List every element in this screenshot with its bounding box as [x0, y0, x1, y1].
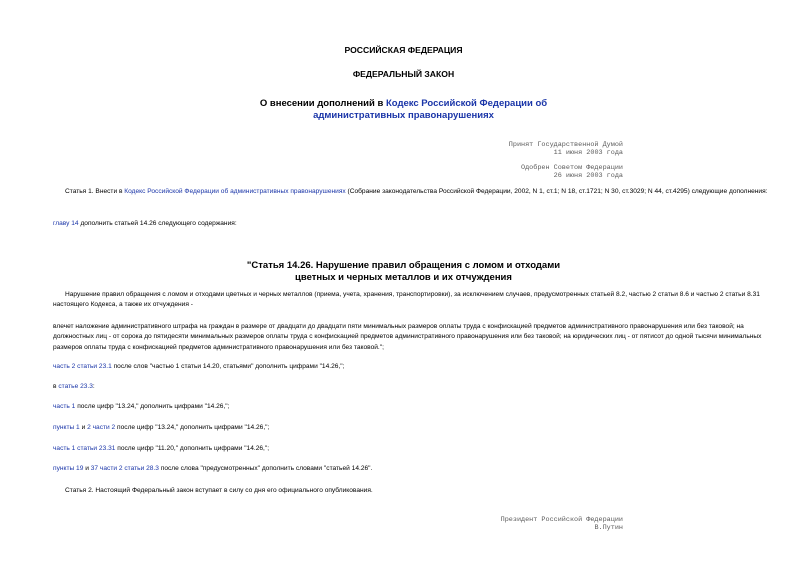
amendment-23-31 — [53, 444, 769, 454]
article-2: Статья 2. Настоящий Федеральный закон вступает в силу со дня его официального опубликования. — [65, 487, 373, 494]
law-title — [0, 98, 807, 122]
country-heading: РОССИЙСКАЯ ФЕДЕРАЦИЯ — [344, 45, 463, 55]
amendment-28-3-text: после слова "предусмотренных" дополнить словами "статьей 14.26". — [158, 465, 373, 472]
duma-adoption-label: Принят Государственной Думой — [508, 141, 623, 149]
signature-block — [501, 516, 623, 533]
law-type-heading: ФЕДЕРАЛЬНЫЙ ЗАКОН — [352, 69, 455, 79]
article-1-code-link[interactable]: Кодекс Российской Федерации об административных правонарушениях — [124, 188, 346, 195]
amendment-23-31-text: после цифр "11.20," дополнить цифрами "14.26,"; — [115, 445, 270, 452]
amendment-23-1 — [53, 362, 769, 372]
part-2-points-link[interactable]: 2 части 2 — [87, 424, 116, 431]
duma-adoption — [509, 141, 623, 158]
article-23-31-link[interactable]: часть 1 статьи 23.31 — [53, 445, 116, 452]
amendment-part-1 — [53, 402, 769, 412]
new-article-title-line2: цветных и черных металлов и их отчуждения — [295, 272, 512, 284]
signature-name: В.Путин — [594, 524, 623, 533]
duma-adoption-date: 11 июня 2003 года — [553, 149, 623, 158]
amendment-28-3 — [53, 464, 769, 474]
council-approval-date: 26 июня 2003 года — [553, 172, 623, 181]
violation-paragraph: Нарушение правил обращения с ломом и отходами цветных и черных металлов (приема, учета, хранения, транспортировки), за исключением случаев, предусмотренных статьей 8.2, частью 2 статьи 8.6 и частью 2 статьи 8.31 настоящего Кодекса, а также их отчуждения - — [53, 291, 760, 309]
code-link[interactable]: Кодекс Российской Федерации об — [385, 98, 548, 109]
amendment-points-mid: и — [79, 424, 88, 431]
article-23-1-link[interactable]: часть 2 статьи 23.1 — [53, 363, 112, 370]
new-article-title — [0, 260, 807, 285]
chapter-14-line — [53, 219, 769, 229]
article-28-3-link[interactable]: 37 части 2 статьи 28.3 — [90, 465, 159, 472]
amendment-23-1-text: после слов "частью 1 статьи 14.20, статьями" дополнить цифрами "14.26,"; — [111, 363, 345, 370]
amendment-23-3-suffix: : — [92, 383, 95, 390]
new-article-title-line1: "Статья 14.26. Нарушение правил обращения с ломом и отходами — [246, 260, 561, 271]
points-19-link[interactable]: пункты 19 — [53, 465, 84, 472]
council-approval — [521, 164, 623, 181]
article-1 — [53, 187, 769, 197]
amendment-28-3-mid: и — [83, 465, 91, 472]
law-title-prefix: О внесении дополнений в — [259, 98, 386, 109]
points-1-link[interactable]: пункты 1 — [53, 424, 80, 431]
amendment-part-1-text: после цифр "13.24," дополнить цифрами "14.26,"; — [75, 403, 230, 410]
amendment-23-3-prefix: в — [53, 383, 59, 390]
amendment-points-text: после цифр "13.24," дополнить цифрами "14.26,"; — [115, 424, 270, 431]
article-1-suffix: (Собрание законодательства Российской Федерации, 2002, N 1, ст.1; N 18, ст.1721; N 30, ст.3029; N 44, ст.4295) следующие дополнения: — [345, 188, 768, 195]
council-approval-label: Одобрен Советом Федерации — [521, 164, 623, 172]
signature-title: Президент Российской Федерации — [500, 516, 623, 524]
amendment-23-3 — [53, 382, 769, 392]
chapter-14-text: дополнить статьей 14.26 следующего содержания: — [78, 220, 237, 227]
penalty-paragraph: влечет наложение административного штрафа на граждан в размере от двадцати до двадцати пяти минимальных размеров оплаты труда с конфискацией предметов административного правонарушения или без таковой; на должностных лиц - от сорока до пятидесяти минимальных размеров оплаты труда с конфискацией предметов административного правонарушения или без таковой; на юридических лиц - от пятисот до одной тысячи минимальных размеров оплаты труда с конфискацией предметов административного правонарушения или без таковой."; — [53, 323, 762, 351]
amendment-points-1-2 — [53, 423, 769, 433]
part-1-link[interactable]: часть 1 — [53, 403, 76, 410]
article-23-3-link[interactable]: статье 23.3 — [58, 383, 93, 390]
article-1-prefix: Статья 1. Внести в — [65, 188, 125, 195]
chapter-14-link[interactable]: главу 14 — [53, 220, 79, 227]
code-link-continued[interactable]: административных правонарушениях — [313, 110, 494, 121]
